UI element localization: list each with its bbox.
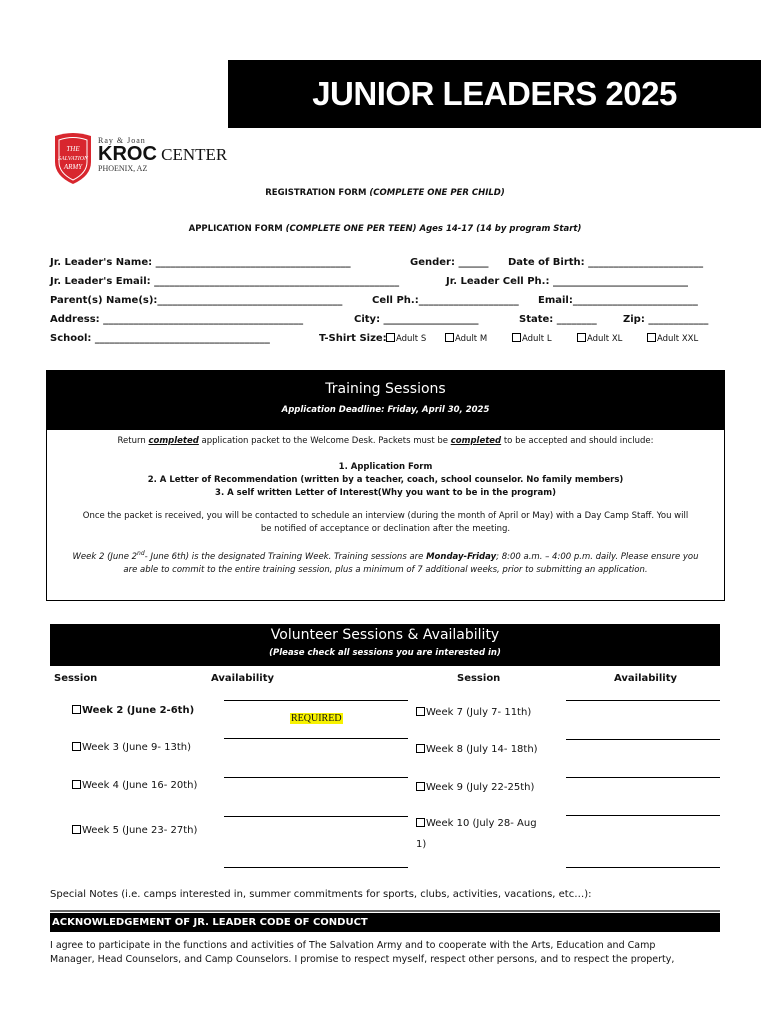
week-label: Week 9 (July 22-25th) (426, 782, 535, 793)
leader-email-field[interactable]: Jr. Leader's Email: _________________________________________________ (50, 276, 400, 287)
ack-paragraph (50, 939, 730, 967)
checkbox-icon[interactable] (72, 705, 81, 714)
gender-field[interactable]: Gender: ______ (410, 257, 489, 268)
interview-line-2: be notified of acceptance or declination after the meeting. (260, 524, 511, 534)
size-label: Adult S (396, 334, 427, 344)
salvation-army-shield-icon (50, 132, 96, 186)
return-post: to be accepted and should include: (501, 436, 654, 446)
training-header (47, 371, 724, 430)
required-badge: REQUIRED (291, 713, 342, 724)
svg-text:THE: THE (66, 145, 80, 153)
state-field[interactable]: State: ________ (519, 314, 597, 325)
col-availability-left: Availability (211, 673, 274, 684)
return-completed-2: completed (450, 436, 502, 446)
availability-line[interactable] (224, 816, 408, 817)
size-option-s[interactable] (386, 333, 426, 344)
week-8-option[interactable] (416, 744, 538, 755)
special-notes-label: Special Notes (i.e. camps interested in, summer commitments for sports, clubs, activities, vacations, etc…): (50, 889, 592, 900)
week-label: Week 2 (June 2-6th) (82, 705, 195, 716)
training-week-line-1 (55, 547, 716, 564)
availability-line[interactable] (566, 777, 720, 778)
week-pre: Week 2 (June 2 (72, 551, 138, 562)
ack-line-2: Manager, Head Counselors, and Camp Counselors. I promise to respect myself, respect other persons, and to respect the property, (50, 954, 675, 965)
zip-field[interactable]: Zip: ____________ (623, 314, 709, 325)
week-3-option[interactable] (72, 742, 191, 753)
page-title (228, 60, 761, 128)
training-sessions-box (46, 370, 725, 601)
availability-line[interactable] (566, 815, 720, 816)
logo-center: CENTER (161, 145, 228, 164)
checkbox-icon[interactable] (72, 825, 81, 834)
svg-text:ARMY: ARMY (63, 163, 83, 171)
return-pre: Return (117, 436, 149, 446)
week-label: Week 7 (July 7- 11th) (426, 707, 532, 718)
col-availability-right: Availability (614, 673, 677, 684)
training-deadline: Application Deadline: Friday, April 30, 2025 (281, 405, 490, 415)
size-option-l[interactable] (512, 333, 552, 344)
checkbox-icon[interactable] (416, 782, 425, 791)
week-bold: Monday-Friday (426, 551, 497, 562)
size-label: Adult XXL (657, 334, 699, 344)
volunteer-header (50, 624, 720, 666)
checkbox-icon[interactable] (416, 707, 425, 716)
volunteer-title: Volunteer Sessions & Availability (270, 627, 500, 643)
registration-line (0, 188, 770, 198)
week-mid: - June 6th) is the designated Training Week. Training sessions are (144, 551, 427, 562)
leader-name-field[interactable]: Jr. Leader's Name: _______________________________________ (50, 257, 351, 268)
logo-kroc-center (98, 145, 227, 164)
return-completed-1: completed (148, 436, 199, 446)
special-notes-divider (50, 910, 720, 912)
packet-item: 3. A self written Letter of Interest(Why you want to be in the program) (215, 488, 556, 498)
size-label: Adult M (455, 334, 488, 344)
training-week-line-2: are able to commit to the entire training session, plus a minimum of 7 additional weeks, prior to submitting an application. (123, 564, 648, 575)
availability-line[interactable] (224, 700, 408, 701)
ack-line-1: I agree to participate in the functions and activities of The Salvation Army and to cooperate with the Arts, Education and Camp (50, 940, 656, 951)
interview-note (55, 510, 716, 536)
logo-kroc: KROC (98, 143, 157, 165)
checkbox-icon[interactable] (577, 333, 586, 342)
parent-names-field[interactable]: Parent(s) Name(s):_____________________________________ (50, 295, 343, 306)
week-label: Week 4 (June 16- 20th) (82, 780, 198, 791)
application-line (0, 224, 770, 234)
page-title-text: JUNIOR LEADERS 2025 (312, 75, 677, 112)
week-5-option[interactable] (72, 825, 197, 836)
size-option-xl[interactable] (577, 333, 622, 344)
week-label: Week 3 (June 9- 13th) (82, 742, 192, 753)
parent-cell-field[interactable]: Cell Ph.:____________________ (372, 295, 519, 306)
city-field[interactable]: City: ___________________ (354, 314, 479, 325)
week-4-option[interactable] (72, 780, 197, 791)
application-label: APPLICATION FORM (188, 224, 283, 234)
kroc-logo (50, 132, 240, 188)
leader-cell-field[interactable]: Jr. Leader Cell Ph.: ___________________________ (446, 276, 688, 287)
col-session-left: Session (54, 673, 98, 684)
dob-field[interactable]: Date of Birth: _______________________ (508, 257, 704, 268)
week-label: Week 5 (June 23- 27th) (82, 825, 198, 836)
return-instructions (55, 435, 716, 448)
parent-email-field[interactable]: Email:_________________________ (538, 295, 698, 306)
week-2-option[interactable] (72, 705, 194, 716)
registration-note: (COMPLETE ONE PER CHILD) (369, 188, 505, 198)
size-option-m[interactable] (445, 333, 487, 344)
training-week-note (55, 547, 716, 577)
interview-line-1: Once the packet is received, you will be contacted to schedule an interview (during the month of April or May) with a Day Camp Staff. You will (82, 511, 689, 521)
week-9-option[interactable] (416, 782, 534, 793)
application-note: (COMPLETE ONE PER TEEN) Ages 14-17 (14 by program Start) (285, 224, 582, 234)
school-field[interactable]: School: ___________________________________ (50, 333, 270, 344)
size-option-xxl[interactable] (647, 333, 698, 344)
volunteer-subtitle: (Please check all sessions you are interested in) (269, 648, 501, 658)
week-sup: nd (137, 550, 145, 557)
registration-label: REGISTRATION FORM (265, 188, 367, 198)
checkbox-icon[interactable] (72, 780, 81, 789)
checkbox-icon[interactable] (647, 333, 656, 342)
logo-small-line: Ray & Joan (98, 136, 146, 145)
week-label: Week 8 (July 14- 18th) (426, 744, 538, 755)
week-post: ; 8:00 a.m. – 4:00 p.m. daily. Please ensure you (496, 551, 699, 562)
week-10-continued: 1) (416, 839, 427, 850)
ack-title: ACKNOWLEDGEMENT OF JR. LEADER CODE OF CONDUCT (50, 913, 720, 932)
training-title: Training Sessions (325, 381, 446, 397)
size-label: Adult L (522, 334, 552, 344)
checkbox-icon[interactable] (445, 333, 454, 342)
availability-line[interactable] (566, 739, 720, 740)
checkbox-icon[interactable] (416, 744, 425, 753)
availability-line[interactable] (566, 700, 720, 701)
availability-line[interactable] (566, 867, 720, 868)
availability-line[interactable] (224, 738, 408, 739)
tshirt-label: T-Shirt Size: (319, 333, 387, 344)
week-10-option[interactable] (416, 818, 537, 829)
packet-items (55, 461, 716, 500)
week-7-option[interactable] (416, 707, 531, 718)
col-session-right: Session (457, 673, 501, 684)
checkbox-icon[interactable] (512, 333, 521, 342)
packet-item: 1. Application Form (338, 462, 433, 472)
svg-text:SALVATION: SALVATION (57, 156, 89, 162)
address-field[interactable]: Address: ________________________________________ (50, 314, 304, 325)
logo-city: PHOENIX, AZ (98, 164, 148, 173)
return-mid: application packet to the Welcome Desk. Packets must be (198, 436, 451, 446)
size-label: Adult XL (587, 334, 623, 344)
availability-line[interactable] (224, 867, 408, 868)
week-label: Week 10 (July 28- Aug (426, 818, 537, 829)
packet-item: 2. A Letter of Recommendation (written by a teacher, coach, school counselor. No family members) (147, 475, 624, 485)
checkbox-icon[interactable] (72, 742, 81, 751)
checkbox-icon[interactable] (416, 818, 425, 827)
checkbox-icon[interactable] (386, 333, 395, 342)
logo-wordmark (98, 136, 227, 173)
availability-line[interactable] (224, 777, 408, 778)
